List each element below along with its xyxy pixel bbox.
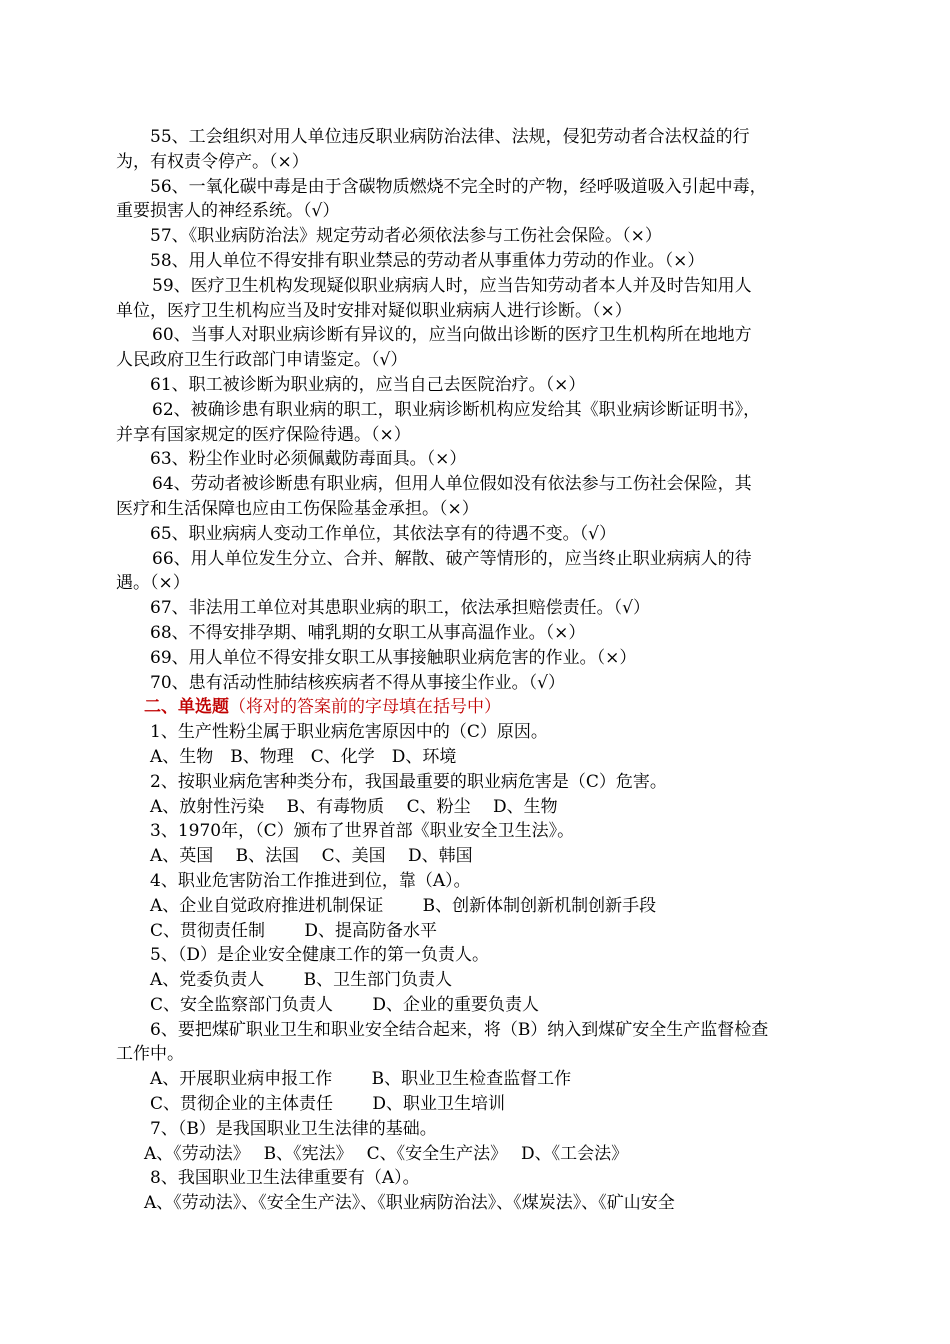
tf-item-text: 64、劳动者被诊断患有职业病，但用人单位假如没有依法参与工伤社会保险，其 bbox=[152, 474, 752, 495]
tf-item-67: 67、非法用工单位对其患职业病的职工，依法承担赔偿责任。（√） bbox=[150, 598, 650, 619]
mc-question: 4、职业危害防治工作推进到位，靠（A）。 bbox=[150, 870, 471, 891]
mc-question: 8、我国职业卫生法律重要有（A）。 bbox=[150, 1168, 420, 1189]
mc-item-6 bbox=[116, 1018, 846, 1117]
mc-options: C、贯彻企业的主体责任 D、职业卫生培训 bbox=[150, 1094, 506, 1115]
tf-item-55 bbox=[116, 125, 846, 175]
tf-item-70: 70、患有活动性肺结核疾病者不得从事接尘作业。（√） bbox=[150, 672, 565, 693]
mc-options: A、开展职业病申报工作 B、职业卫生检查监督工作 bbox=[150, 1069, 572, 1090]
tf-item-60 bbox=[116, 323, 846, 373]
mc-options: A、生物 B、物理 C、化学 D、环境 bbox=[150, 746, 457, 767]
mc-question: 6、要把煤矿职业卫生和职业安全结合起来，将（B）纳入到煤矿安全生产监督检查 bbox=[150, 1019, 769, 1040]
tf-item-57: 57、《职业病防治法》规定劳动者必须依法参与工伤社会保险。（×） bbox=[150, 226, 662, 247]
mc-options: A、英国 B、法国 C、美国 D、韩国 bbox=[150, 846, 473, 867]
tf-item-63: 63、粉尘作业时必须佩戴防毒面具。（×） bbox=[150, 449, 467, 470]
tf-item-text-cont: 人民政府卫生行政部门申请鉴定。（√） bbox=[116, 350, 408, 371]
mc-item-2 bbox=[116, 770, 846, 820]
tf-item-69: 69、用人单位不得安排女职工从事接触职业病危害的作业。（×） bbox=[150, 647, 637, 668]
tf-item-text-cont: 为，有权责令停产。（×） bbox=[116, 151, 309, 172]
mc-options: A、党委负责人 B、卫生部门负责人 bbox=[150, 970, 453, 991]
mc-question: 1、生产性粉尘属于职业病危害原因中的（C）原因。 bbox=[150, 722, 548, 743]
tf-item-text-cont: 医疗和生活保障也应由工伤保险基金承担。（×） bbox=[116, 498, 479, 519]
tf-item-58: 58、用人单位不得安排有职业禁忌的劳动者从事重体力劳动的作业。（×） bbox=[150, 250, 705, 271]
tf-item-59 bbox=[116, 274, 846, 324]
mc-options: A、《劳动法》 B、《宪法》 C、《安全生产法》 D、《工会法》 bbox=[144, 1143, 629, 1164]
mc-question: 5、（D）是企业安全健康工作的第一负责人。 bbox=[150, 945, 489, 966]
mc-item-1 bbox=[116, 720, 846, 770]
mc-item-3 bbox=[116, 819, 846, 869]
tf-item-66 bbox=[116, 547, 846, 597]
mc-options: A、《劳动法》、《安全生产法》、《职业病防治法》、《煤炭法》、《矿山安全 bbox=[144, 1193, 675, 1214]
section-note: （将对的答案前的字母填在括号中） bbox=[229, 697, 501, 718]
tf-item-68: 68、不得安排孕期、哺乳期的女职工从事高温作业。（×） bbox=[150, 622, 586, 643]
mc-options: C、安全监察部门负责人 D、企业的重要负责人 bbox=[150, 994, 540, 1015]
tf-item-text-cont: 重要损害人的神经系统。（√） bbox=[116, 201, 340, 222]
mc-question: 7、（B）是我国职业卫生法律的基础。 bbox=[150, 1118, 437, 1139]
mc-item-8 bbox=[116, 1166, 846, 1216]
tf-item-text: 66、用人单位发生分立、合并、解散、破产等情形的，应当终止职业病病人的待 bbox=[152, 548, 752, 569]
tf-item-text-cont: 并享有国家规定的医疗保险待遇。（×） bbox=[116, 424, 411, 445]
mc-question: 3、1970年，（C）颁布了世界首部《职业安全卫生法》。 bbox=[150, 821, 575, 842]
tf-item-text: 59、医疗卫生机构发现疑似职业病病人时，应当告知劳动者本人并及时告知用人 bbox=[152, 275, 752, 296]
section-title: 二、单选题 bbox=[144, 697, 229, 718]
tf-item-65: 65、职业病病人变动工作单位，其依法享有的待遇不变。（√） bbox=[150, 523, 616, 544]
tf-item-61: 61、职工被诊断为职业病的，应当自己去医院治疗。（×） bbox=[150, 374, 586, 395]
tf-item-56 bbox=[116, 175, 846, 225]
mc-question-cont: 工作中。 bbox=[116, 1044, 184, 1065]
tf-item-text-cont: 遇。（×） bbox=[116, 573, 190, 594]
section-heading bbox=[116, 695, 846, 720]
mc-item-5 bbox=[116, 943, 846, 1017]
tf-item-text: 55、工会组织对用人单位违反职业病防治法律、法规，侵犯劳动者合法权益的行 bbox=[150, 127, 750, 147]
mc-options: C、贯彻责任制 D、提高防备水平 bbox=[150, 920, 438, 941]
tf-item-62 bbox=[116, 398, 846, 448]
tf-item-text: 56、一氧化碳中毒是由于含碳物质燃烧不完全时的产物，经呼吸道吸入引起中毒， bbox=[150, 176, 767, 197]
document-page bbox=[116, 125, 846, 1216]
tf-item-text: 62、被确诊患有职业病的职工，职业病诊断机构应发给其《职业病诊断证明书》， bbox=[152, 399, 761, 420]
mc-options: A、放射性污染 B、有毒物质 C、粉尘 D、生物 bbox=[150, 796, 558, 817]
mc-item-7 bbox=[116, 1117, 846, 1167]
mc-options: A、企业自觉政府推进机制保证 B、创新体制创新机制创新手段 bbox=[150, 895, 657, 916]
tf-item-64 bbox=[116, 472, 846, 522]
mc-question: 2、按职业病危害种类分布，我国最重要的职业病危害是（C）危害。 bbox=[150, 771, 667, 792]
tf-item-text: 60、当事人对职业病诊断有异议的，应当向做出诊断的医疗卫生机构所在地地方 bbox=[152, 325, 752, 346]
tf-item-text-cont: 单位，医疗卫生机构应当及时安排对疑似职业病病人进行诊断。（×） bbox=[116, 300, 632, 321]
mc-item-4 bbox=[116, 869, 846, 943]
